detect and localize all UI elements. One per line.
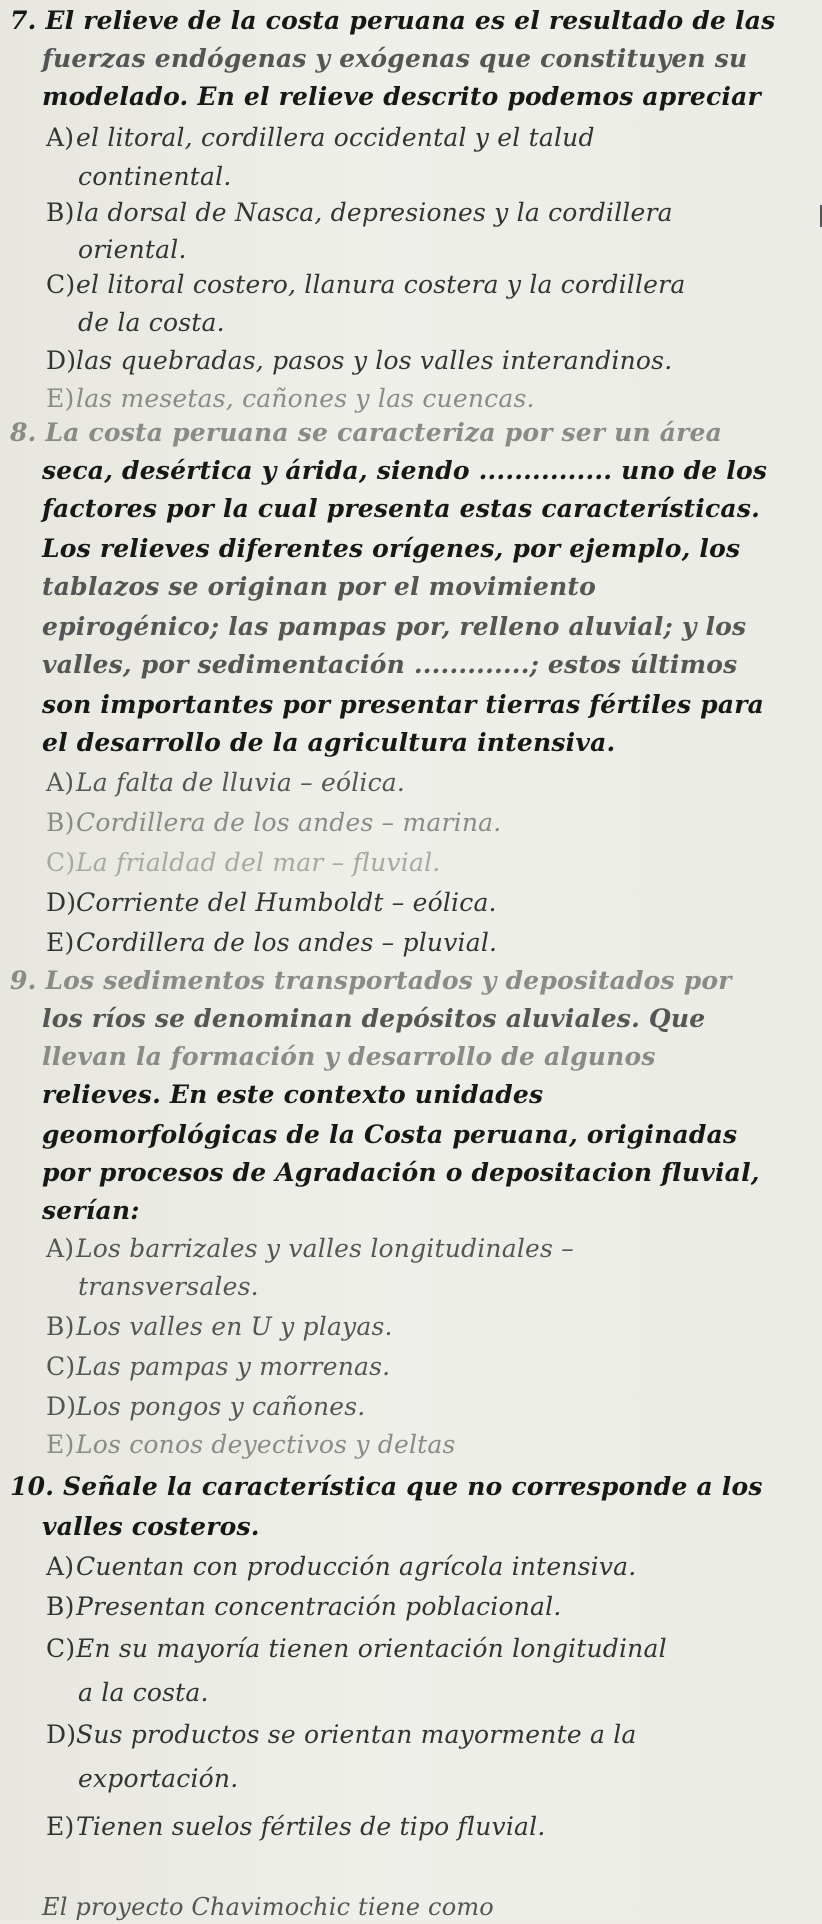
q8-stem-line-2: seca, desértica y árida, siendo ............... uno de los — [42, 456, 768, 485]
q8-option-d-text-1: Corriente del Humboldt – eólica. — [76, 888, 497, 917]
q9-stem-line-2: los ríos se denominan depósitos aluviales. Que — [42, 1004, 706, 1033]
q8-option-b-text-1: Cordillera de los andes – marina. — [76, 808, 502, 837]
q8-option-e-text-1: Cordillera de los andes – pluvial. — [76, 928, 498, 957]
q7-stem-line-1: 7. El relieve de la costa peruana es el resultado de las — [10, 6, 776, 35]
q9-option-b-text-1: Los valles en U y playas. — [76, 1312, 393, 1341]
q8-option-a[interactable] — [46, 766, 405, 800]
q7-option-a-letter: A) — [46, 123, 75, 152]
q8-option-b-letter: B) — [46, 808, 75, 837]
q10-option-c-letter: C) — [46, 1634, 76, 1663]
q7-option-e[interactable] — [46, 382, 535, 416]
q10-option-d-letter: D) — [46, 1720, 77, 1749]
q9-stem-line-6: por procesos de Agradación o depositacion fluvial, — [42, 1158, 760, 1187]
q9-stem-line-5: geomorfológicas de la Costa peruana, originadas — [42, 1120, 738, 1149]
q9-stem-line-4: relieves. En este contexto unidades — [42, 1080, 544, 1109]
q7-option-b-text-2: oriental. — [78, 235, 187, 264]
q8-option-a-text-1: La falta de lluvia – eólica. — [76, 768, 406, 797]
q10-option-e[interactable] — [46, 1810, 545, 1844]
q10-option-c-text-2: a la costa. — [78, 1678, 209, 1707]
q8-stem-line-5: tablazos se originan por el movimiento — [42, 572, 596, 601]
q10-option-a[interactable] — [46, 1550, 636, 1584]
q8-stem-line-7: valles, por sedimentación .............; estos últimos — [42, 650, 738, 679]
q7-option-b[interactable] — [46, 196, 673, 230]
q8-stem-line-8: son importantes por presentar tierras fértiles para — [42, 690, 765, 719]
q9-option-a-text-1: Los barrizales y valles longitudinales – — [76, 1234, 574, 1263]
q8-option-c[interactable] — [46, 846, 440, 880]
q9-stem-line-7: serían: — [42, 1196, 140, 1225]
q7-option-d-text-1: las quebradas, pasos y los valles interandinos. — [76, 346, 673, 375]
q8-stem-line-6: epirogénico; las pampas por, relleno aluvial; y los — [42, 612, 747, 641]
q10-option-d-text-2: exportación. — [78, 1764, 239, 1793]
q8-option-e-letter: E) — [46, 928, 75, 957]
q8-option-b[interactable] — [46, 806, 501, 840]
q8-stem-line-3: factores por la cual presenta estas características. — [42, 494, 761, 523]
q9-option-b[interactable] — [46, 1310, 393, 1344]
q7-option-d[interactable] — [46, 344, 672, 378]
q9-option-c[interactable] — [46, 1350, 390, 1384]
q7-option-b-text-1: la dorsal de Nasca, depresiones y la cordillera — [76, 198, 673, 227]
q7-option-c-text-1: el litoral costero, llanura costera y la cordillera — [76, 270, 686, 299]
q10-option-e-text-1: Tienen suelos fértiles de tipo fluvial. — [76, 1812, 546, 1841]
q8-option-e[interactable] — [46, 926, 497, 960]
q9-option-c-letter: C) — [46, 1352, 76, 1381]
q7-option-c[interactable] — [46, 268, 685, 302]
q7-option-c-letter: C) — [46, 270, 76, 299]
q7-option-d-letter: D) — [46, 346, 77, 375]
q9-option-e-letter: E) — [46, 1430, 75, 1459]
q8-stem-line-9: el desarrollo de la agricultura intensiva. — [42, 728, 616, 757]
q9-stem-line-3: llevan la formación y desarrollo de algunos — [42, 1042, 656, 1071]
q9-option-c-text-1: Las pampas y morrenas. — [76, 1352, 391, 1381]
q10-option-d-text-1: Sus productos se orientan mayormente a la — [76, 1720, 637, 1749]
q9-option-e-text-1: Los conos deyectivos y deltas — [76, 1430, 456, 1459]
q8-option-c-letter: C) — [46, 848, 76, 877]
q7-option-b-letter: B) — [46, 198, 75, 227]
q8-option-c-text-1: La frialdad del mar – fluvial. — [76, 848, 441, 877]
q7-option-e-text-1: las mesetas, cañones y las cuencas. — [76, 384, 535, 413]
next-question-fragment: El proyecto Chavimochic tiene como — [42, 1893, 494, 1921]
q7-stem-line-3: modelado. En el relieve descrito podemos apreciar — [42, 82, 761, 111]
q10-option-e-letter: E) — [46, 1812, 75, 1841]
q9-option-a-text-2: transversales. — [78, 1272, 259, 1301]
q7-option-a[interactable] — [46, 121, 595, 155]
q7-option-a-text-1: el litoral, cordillera occidental y el talud — [76, 123, 595, 152]
q10-stem-line-2: valles costeros. — [42, 1512, 260, 1541]
q8-option-d-letter: D) — [46, 888, 77, 917]
q7-option-c-text-2: de la costa. — [78, 308, 225, 337]
q10-option-b-letter: B) — [46, 1592, 75, 1621]
q10-option-a-text-1: Cuentan con producción agrícola intensiva. — [76, 1552, 637, 1581]
q9-option-b-letter: B) — [46, 1312, 75, 1341]
q9-option-a-letter: A) — [46, 1234, 75, 1263]
q8-option-a-letter: A) — [46, 768, 75, 797]
q7-stem-line-2: fuerzas endógenas y exógenas que constituyen su — [42, 44, 748, 73]
q8-stem-line-4: Los relieves diferentes orígenes, por ejemplo, los — [42, 534, 741, 563]
q7-option-e-letter: E) — [46, 384, 75, 413]
q10-stem-line-1: 10. Señale la característica que no corresponde a los — [10, 1472, 763, 1501]
q8-option-d[interactable] — [46, 886, 497, 920]
q9-option-a[interactable] — [46, 1232, 574, 1266]
q9-option-d[interactable] — [46, 1390, 365, 1424]
q8-stem-line-1: 8. La costa peruana se caracteriza por ser un área — [10, 418, 723, 447]
q9-stem-line-1: 9. Los sedimentos transportados y depositados por — [10, 966, 732, 995]
q9-option-d-text-1: Los pongos y cañones. — [76, 1392, 366, 1421]
q10-option-a-letter: A) — [46, 1552, 75, 1581]
q10-option-c[interactable] — [46, 1632, 667, 1666]
q10-option-c-text-1: En su mayoría tienen orientación longitudinal — [76, 1634, 667, 1663]
q9-option-e[interactable] — [46, 1428, 456, 1462]
q10-option-b[interactable] — [46, 1590, 562, 1624]
q9-option-d-letter: D) — [46, 1392, 77, 1421]
q10-option-d[interactable] — [46, 1718, 637, 1752]
q10-option-b-text-1: Presentan concentración poblacional. — [76, 1592, 562, 1621]
q7-option-a-text-2: continental. — [78, 162, 232, 191]
